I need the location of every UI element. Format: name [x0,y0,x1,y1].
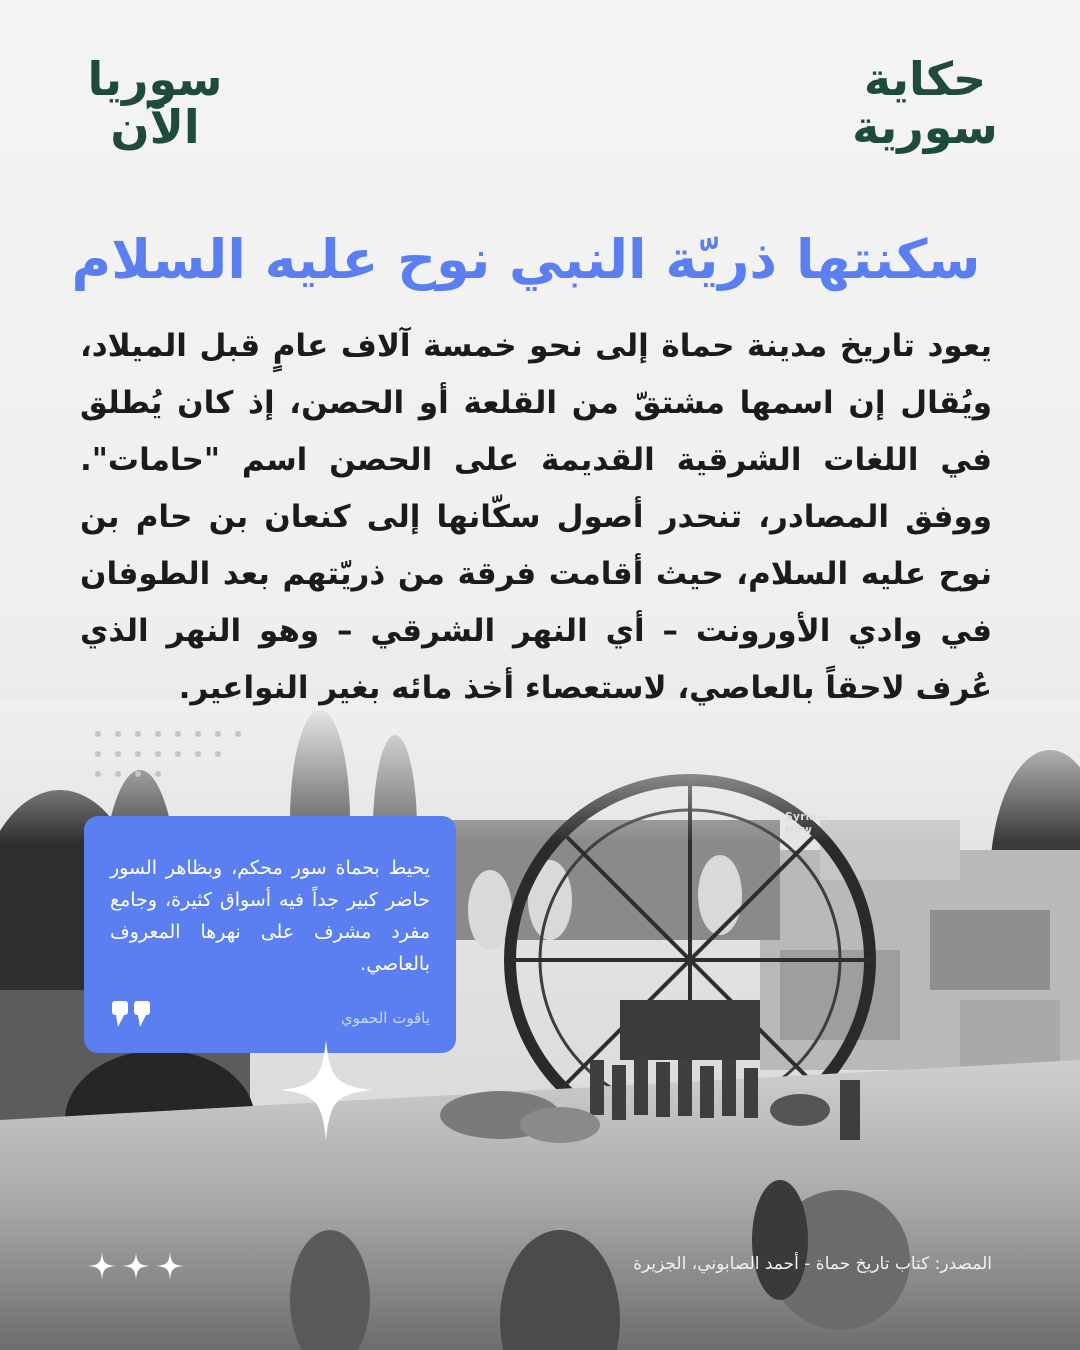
sparkle-icon [280,1040,372,1140]
quote-text: يحيط بحماة سور محكم، وبظاهر السور حاضر كبير جداً فيه أسواق كثيرة، وجامع مفرد مشرف على نهرها المعروف بالعاصي. [110,857,430,975]
logo-left-line2: الآن [110,100,200,155]
logo-right-line1: حكاية [863,52,987,106]
post-title: سكنتها ذريّة النبي نوح عليه السلام [71,228,981,291]
watermark-line2: Now [785,823,812,836]
quote-marks-icon [110,999,154,1029]
syrian-story-logo[interactable] [840,52,1010,155]
small-sparkles-icon [86,1248,186,1284]
watermark-line1: Syria— [785,810,828,823]
logo-left-line1: سوريا [87,52,223,106]
dot-grid-decoration [92,728,252,778]
logo-right-line2: سورية [852,100,998,155]
syria-now-logo[interactable] [70,52,240,155]
body-paragraph: يعود تاريخ مدينة حماة إلى نحو خمسة آلاف عامٍ قبل الميلاد، ويُقال إن اسمها مشتقّ من القلعة أو الحصن، إذ كان يُطلق في اللغات الشرقية القديمة على الحصن اسم "حامات". ووفق المصادر، تنحدر أصول سكّانها إلى كنعان بن حام بن نوح عليه السلام، حيث أقامت فرقة من ذريّتهم بعد الطوفان في وادي الأورونت – أي النهر الشرقي – وهو النهر الذي عُرف لاحقاً بالعاصي، لاستعصاء أخذ مائه بغير النواعير. [80,328,992,706]
source-credit: المصدر: كتاب تاريخ حماة - أحمد الصابوني، الجزيرة [633,1254,992,1274]
photo-watermark [785,810,828,836]
quote-card [84,816,456,1053]
quote-author: ياقوت الحموي [340,1009,430,1027]
